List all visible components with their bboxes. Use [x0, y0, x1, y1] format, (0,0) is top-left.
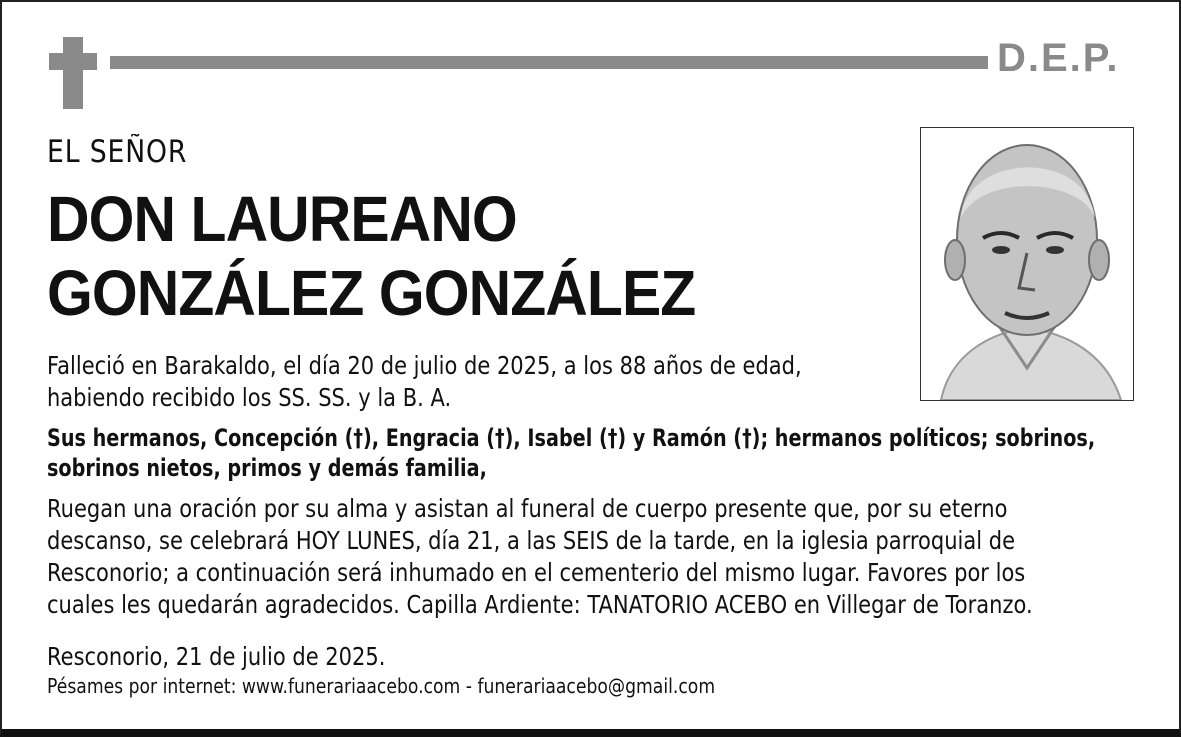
- condolences-contact: Pésames por internet: www.funerariaacebo.com - funerariaacebo@gmail.com: [47, 674, 716, 698]
- funeral-line-2: descanso, se celebrará HOY LUNES, día 21, a las SEIS de la tarde, en la iglesia parroquial de: [47, 526, 1016, 555]
- death-notice-line-1: Falleció en Barakaldo, el día 20 de julio de 2025, a los 88 años de edad,: [47, 351, 802, 380]
- portrait-photo: [920, 127, 1134, 401]
- deceased-name: [47, 182, 695, 330]
- portrait-icon: [921, 128, 1133, 400]
- cross-icon: [63, 37, 83, 109]
- header-rule: [110, 56, 988, 69]
- family-list: [47, 423, 1095, 483]
- dep-label: D.E.P.: [997, 36, 1120, 80]
- funeral-line-3: Resconorio; a continuación será inhumado en el cementerio del mismo lugar. Favores por los: [47, 558, 1026, 587]
- cross-icon-bar: [49, 53, 97, 70]
- family-line-1: Sus hermanos, Concepción (†), Engracia (†), Isabel (†) y Ramón (†); hermanos políticos; sobrinos,: [47, 424, 1096, 452]
- honorific: EL SEÑOR: [47, 134, 188, 170]
- name-line-2: GONZÁLEZ GONZÁLEZ: [47, 257, 696, 329]
- death-notice: [47, 350, 802, 414]
- place-date: Resconorio, 21 de julio de 2025.: [47, 642, 386, 671]
- funeral-line-1: Ruegan una oración por su alma y asistan al funeral de cuerpo presente que, por su eterno: [47, 494, 1008, 523]
- death-notice-line-2: habiendo recibido los SS. SS. y la B. A.: [47, 383, 452, 412]
- funeral-details: [47, 493, 1033, 621]
- funeral-line-4: cuales les quedarán agradecidos. Capilla Ardiente: TANATORIO ACEBO en Villegar de Toranzo.: [47, 590, 1033, 619]
- name-line-1: DON LAUREANO: [47, 183, 517, 255]
- family-line-2: sobrinos nietos, primos y demás familia,: [47, 454, 487, 482]
